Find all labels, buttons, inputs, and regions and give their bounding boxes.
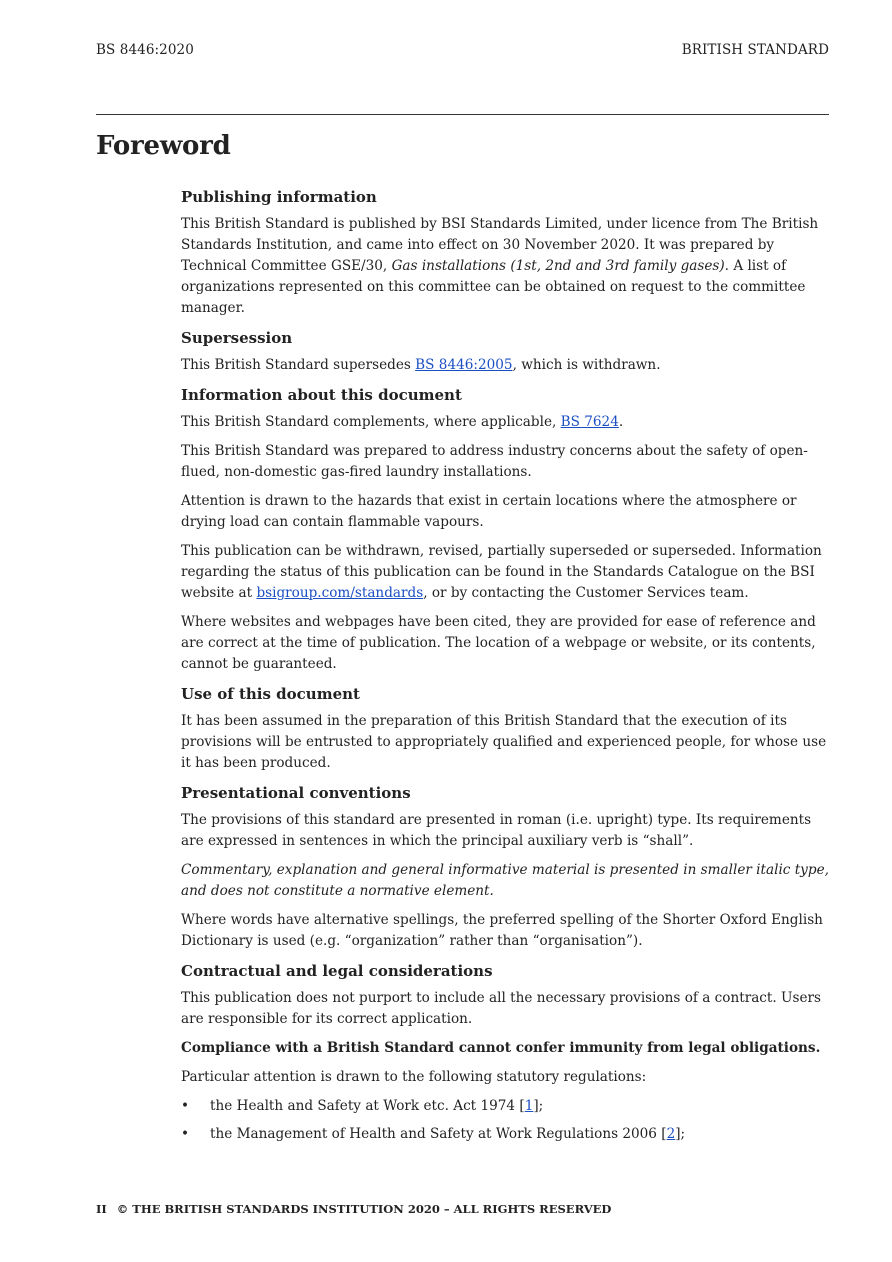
list-item (181, 1124, 829, 1145)
supersession-section (181, 327, 829, 376)
text-run: This British Standard is published by BSI Standards Limited, under licence from The British Standards Institution, and came into effect on 30 November 2020. It was prepared by Technical Committee GSE/30, (181, 216, 819, 274)
text-run: the Management of Health and Safety at Work Regulations 2006 [ (210, 1126, 667, 1142)
copyright-notice: © THE BRITISH STANDARDS INSTITUTION 2020 – ALL RIGHTS RESERVED (116, 1202, 612, 1216)
information-paragraph-4 (181, 541, 829, 604)
text-run: This British Standard complements, where applicable, (181, 414, 561, 430)
text-run: . A list of organizations represented on this committee can be obtained on request to the committee manager. (181, 258, 806, 316)
information-paragraph-5: Where websites and webpages have been cited, they are provided for ease of reference and are correct at the time of publication. The location of a webpage or website, or its contents, cannot be guaranteed. (181, 614, 816, 672)
reference-link-1[interactable]: 1 (524, 1098, 534, 1114)
contractual-heading: Contractual and legal considerations (181, 962, 493, 980)
commentary-paragraph: Commentary, explanation and general informative material is presented in smaller italic type, and does not constitute a normative element. (181, 862, 829, 899)
presentational-heading: Presentational conventions (181, 784, 411, 802)
header-standard-number: BS 8446:2020 (96, 42, 194, 58)
page-title: Foreword (96, 131, 231, 161)
bsigroup-standards-link[interactable]: bsigroup.com/standards (256, 585, 424, 601)
presentational-paragraph-1: The provisions of this standard are presented in roman (i.e. upright) type. Its requirements are expressed in sentences in which the principal auxiliary verb is “shall”. (181, 812, 812, 849)
text-run: This British Standard supersedes (181, 357, 416, 373)
page-footer (96, 1202, 611, 1216)
supersession-heading: Supersession (181, 329, 293, 347)
page-number: II (96, 1202, 107, 1216)
text-run: , which is withdrawn. (512, 357, 661, 373)
information-paragraph-2: This British Standard was prepared to address industry concerns about the safety of open-flued, non-domestic gas-fired laundry installations. (181, 443, 808, 480)
publishing-heading: Publishing information (181, 188, 377, 206)
use-section (181, 683, 829, 774)
information-heading: Information about this document (181, 386, 462, 404)
publishing-paragraph (181, 214, 829, 319)
text-run: , or by contacting the Customer Services team. (423, 585, 749, 601)
header-document-type: BRITISH STANDARD (681, 42, 829, 58)
contractual-paragraph-3: Particular attention is drawn to the following statutory regulations: (181, 1069, 647, 1085)
header-rule (96, 114, 829, 115)
bullet-icon: • (181, 1126, 190, 1142)
contractual-section (181, 960, 829, 1145)
information-section (181, 384, 829, 675)
text-run: the Health and Safety at Work etc. Act 1974 [ (210, 1098, 525, 1114)
text-run: ]; (675, 1126, 686, 1142)
bs-8446-2005-link[interactable]: BS 8446:2005 (415, 357, 513, 373)
information-paragraph-1 (181, 412, 829, 433)
use-heading: Use of this document (181, 685, 360, 703)
reference-link-2[interactable]: 2 (666, 1126, 676, 1142)
use-paragraph: It has been assumed in the preparation of this British Standard that the execution of its provisions will be entrusted to appropriately qualified and experienced people, for whose use it has been produced. (181, 713, 827, 771)
presentational-section (181, 782, 829, 952)
text-run: This publication can be withdrawn, revised, partially superseded or superseded. Information regarding the status of this publication can be found in the Standards Catalogue on the BSI website at (181, 543, 822, 601)
document-body (181, 186, 829, 1152)
supersession-paragraph (181, 355, 829, 376)
text-run: ]; (533, 1098, 544, 1114)
list-item (181, 1096, 829, 1117)
regulations-list (181, 1096, 829, 1145)
contractual-paragraph-1: This publication does not purport to include all the necessary provisions of a contract. Users are responsible for its correct application. (181, 990, 821, 1027)
information-paragraph-3: Attention is drawn to the hazards that exist in certain locations where the atmosphere or drying load can contain flammable vapours. (181, 493, 797, 530)
bullet-icon: • (181, 1098, 190, 1114)
presentational-paragraph-3: Where words have alternative spellings, the preferred spelling of the Shorter Oxford English Dictionary is used (e.g. “organization” rather than “organisation”). (181, 912, 823, 949)
committee-title: Gas installations (1st, 2nd and 3rd family gases) (391, 258, 725, 274)
text-run: . (618, 414, 624, 430)
bs-7624-link[interactable]: BS 7624 (560, 414, 619, 430)
compliance-statement: Compliance with a British Standard cannot confer immunity from legal obligations. (181, 1040, 821, 1056)
publishing-section (181, 186, 829, 319)
